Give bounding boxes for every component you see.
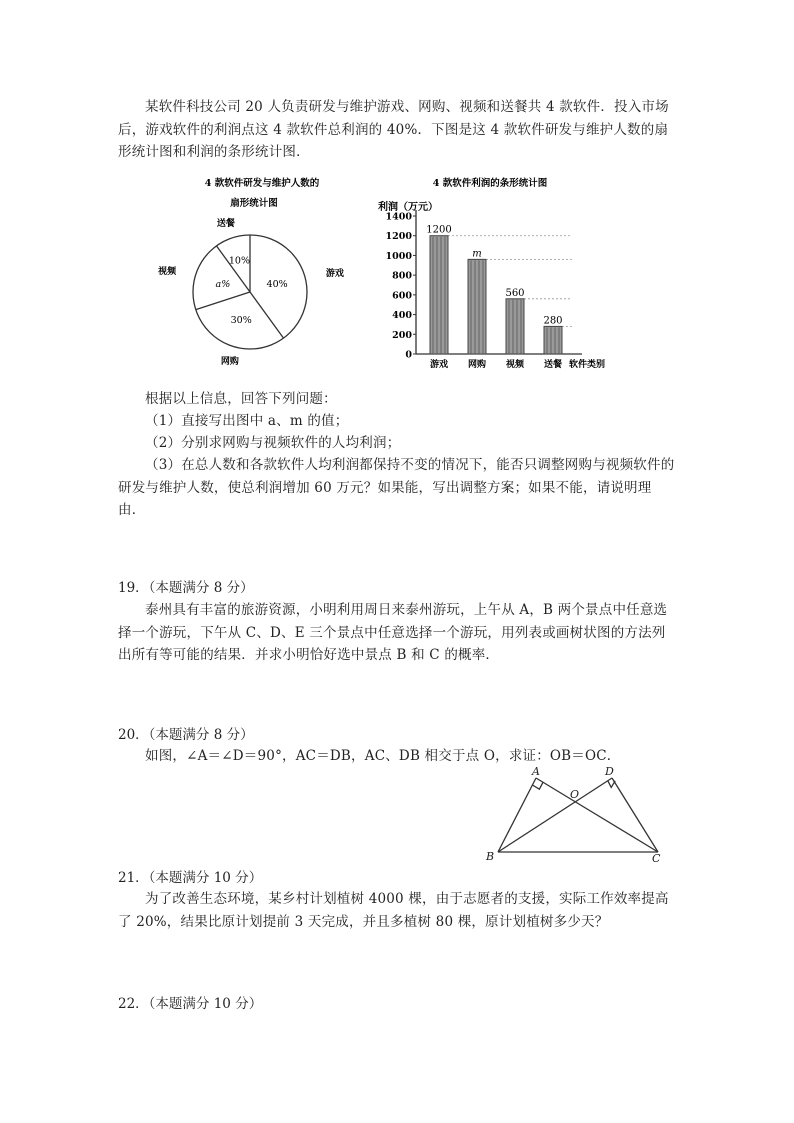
- segment-dc: [612, 778, 658, 852]
- right-angle-d-mark: [608, 781, 615, 788]
- pie-category-label: 视频: [158, 266, 177, 277]
- q18-intro: 某软件科技公司 20 人负责研发与维护游戏、网购、视频和送餐共 4 款软件．投入市场后，游戏软件的利润点这 4 款软件总利润的 40%．下图是这 4 款软件研发与维护人数的扇形统计图和利润的条形统计图．: [118, 99, 669, 160]
- bar-category-label: 视频: [505, 360, 525, 370]
- q19-body: 泰州具有丰富的旅游资源，小明利用周日来泰州游玩，上午从 A，B 两个景点中任意选择一个游玩，下午从 C、D、E 三个景点中任意选择一个游玩，用列表或画树状图的方法列出所有等可能的结果．并求小明恰好选中景点 B 和 C 的概率．: [118, 602, 668, 663]
- bar-value-label: 560: [505, 287, 525, 299]
- bar-chart-title: 4 款软件利润的条形统计图: [432, 178, 548, 189]
- y-tick-label: 1400: [385, 211, 412, 223]
- q21-heading: 21．（本题满分 10 分）: [118, 870, 263, 886]
- pie-slice-boundary: [196, 292, 250, 310]
- pie-category-label: 送餐: [216, 219, 235, 230]
- q18-sub3: （3）在总人数和各款软件人均利润都保持不变的情况下，能否只调整网购与视频软件的研发与维护人数，使总利润增加 60 万元？如果能，写出调整方案；如果不能，请说明理由．: [118, 457, 675, 518]
- pie-value-label: 40%: [266, 279, 288, 291]
- y-tick-label: 200: [392, 329, 412, 341]
- q20-body: 如图，∠A＝∠D＝90°，AC＝DB，AC、DB 相交于点 O，求证：OB＝OC．: [145, 748, 621, 764]
- point-d-label: D: [605, 765, 614, 778]
- bar-chart: [372, 172, 632, 372]
- pie-category-label: 网购: [220, 356, 239, 367]
- segment-ab: [498, 778, 536, 852]
- pie-value-label: 10%: [228, 255, 250, 267]
- pie-chart: [158, 172, 362, 372]
- bar-category-label: 送餐: [543, 360, 563, 370]
- q21-body: 为了改善生态环境，某乡村计划植树 4000 棵，由于志愿者的支援，实际工作效率提高了 20%，结果比原计划提前 3 天完成，并且多植树 80 棵，原计划植树多少天？: [118, 891, 669, 930]
- bar-value-label: 1200: [426, 224, 452, 236]
- q19-heading: 19．（本题满分 8 分）: [118, 580, 254, 596]
- pie-chart-title-line2: 扇形统计图: [230, 198, 278, 209]
- pie-chart-title: 4 款软件研发与维护人数的: [204, 178, 320, 189]
- q20-heading: 20．（本题满分 8 分）: [118, 727, 254, 743]
- y-tick-label: 800: [392, 270, 412, 282]
- pie-value-label: a%: [215, 279, 231, 291]
- point-o-label: O: [570, 788, 580, 801]
- y-tick-label: 1000: [385, 250, 412, 262]
- point-a-label: A: [532, 765, 540, 778]
- q18-sub1: （1）直接写出图中 a、m 的值；: [145, 413, 349, 429]
- point-c-label: C: [652, 852, 661, 865]
- q18-prompt: 根据以上信息，回答下列问题：: [145, 391, 337, 407]
- pie-category-label: 游戏: [325, 268, 344, 279]
- q18-sub2: （2）分别求网购与视频软件的人均利润；: [145, 435, 401, 451]
- x-axis-label: 软件类别: [568, 360, 606, 370]
- bar-chart-ylabel: 利润（万元）: [378, 202, 438, 213]
- bar-value-label: 280: [543, 315, 563, 327]
- triangle-figure: [486, 764, 686, 865]
- y-tick-label: 0: [405, 349, 412, 361]
- bar-value-label: m: [472, 248, 482, 260]
- y-tick-label: 400: [392, 310, 412, 322]
- y-tick-label: 1200: [385, 231, 412, 243]
- bar-category-label: 网购: [467, 360, 487, 370]
- pie-slice-boundary: [250, 292, 284, 338]
- pie-value-label: 30%: [230, 315, 252, 327]
- q22-heading: 22．（本题满分 10 分）: [118, 996, 263, 1012]
- y-tick-label: 600: [392, 290, 412, 302]
- point-b-label: B: [486, 850, 495, 863]
- bar-category-label: 游戏: [429, 360, 449, 370]
